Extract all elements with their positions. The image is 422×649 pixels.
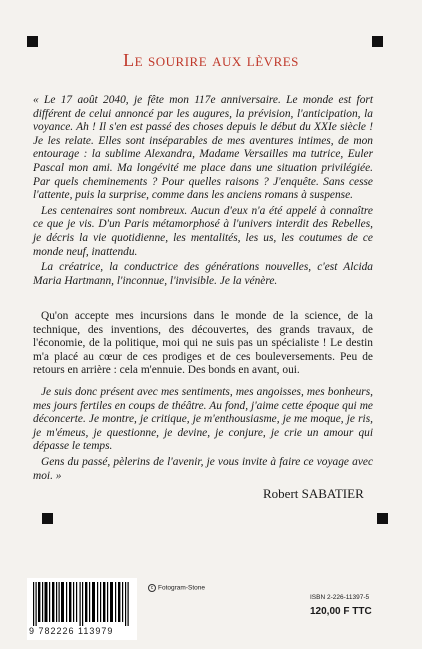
photo-credit [148, 584, 205, 592]
blurb-paragraph: Qu'on accepte mes incursions dans le monde de la science, de la technique, des inventions, des découvertes, des grands travaux, de l'économie, de la politique, moi qui ne suis pas un spécialiste ! Le destin m'a placé au cœur de ces prodiges et de ces bouleversements. Peu de retours en arrière : cela m'ennuie. Des bonds en avant, oui. [33, 310, 373, 377]
blurb-paragraph: Les centenaires sont nombreux. Aucun d'eux n'a été appelé à connaître ce que je vis. D'un Paris métamorphosé à l'univers interdit des Rebelles, je décris la vie quotidienne, les mentalités, les us, les coutumes de ce monde neuf, inattendu. [33, 204, 373, 258]
corner-square-icon [377, 513, 388, 524]
blurb-part-1 [33, 94, 373, 288]
blurb-paragraph: Gens du passé, pèlerins de l'avenir, je vous invite à faire ce voyage avec moi. » [33, 455, 373, 482]
blurb-paragraph: La créatrice, la conductrice des générations nouvelles, c'est Alcida Maria Hartmann, l'inconnue, l'invisible. Je la vénère. [33, 261, 373, 287]
blurb-paragraph: « Le 17 août 2040, je fête mon 117e anniversaire. Le monde est fort différent de celui annoncé par les augures, la prévision, l'anticipation, la voyance. Ah ! Il s'en est passé des choses depuis le début du XXIe siècle ! Je les relate. Elles sont inséparables de mes aventures intimes, de mon entourage : la sublime Alexandra, Madame Versailles ma tutrice, Euler Pascal mon ami. Ma longévité me place dans une situation privilégiée. Par quels cheminements ? Pour quelles raisons ? J'enquête. Sans cesse l'attente, puis la surprise, comme dans les anciens romans à suspense. [33, 94, 373, 202]
price: 120,00 F TTC [310, 606, 372, 617]
photo-credit-text: Fotogram-Stone [158, 584, 205, 592]
barcode [27, 578, 137, 640]
corner-square-icon [27, 36, 38, 47]
blurb-part-2 [33, 310, 373, 378]
barcode-bars-icon [31, 582, 131, 626]
blurb-paragraph: Je suis donc présent avec mes sentiments, mes angoisses, mes bonheurs, mes jours fertiles en coups de théâtre. Au fond, j'aime cette époque qui me déconcerte. Je montre, je critique, je m'enthousiasme, je me moque, je ris, je m'émeus, je questionne, je devine, je conjure, je crie un amour qui dépasse le temps. [33, 386, 373, 453]
book-title: Le sourire aux lèvres [123, 50, 299, 70]
barcode-number: 9 782226 113979 [29, 626, 114, 636]
corner-square-icon [372, 36, 383, 47]
isbn: ISBN 2-226-11397-5 [310, 594, 370, 601]
author-name: Robert SABATIER [263, 486, 364, 501]
blurb-part-3 [33, 386, 373, 483]
corner-square-icon [42, 513, 53, 524]
copyright-icon: c [148, 584, 156, 592]
